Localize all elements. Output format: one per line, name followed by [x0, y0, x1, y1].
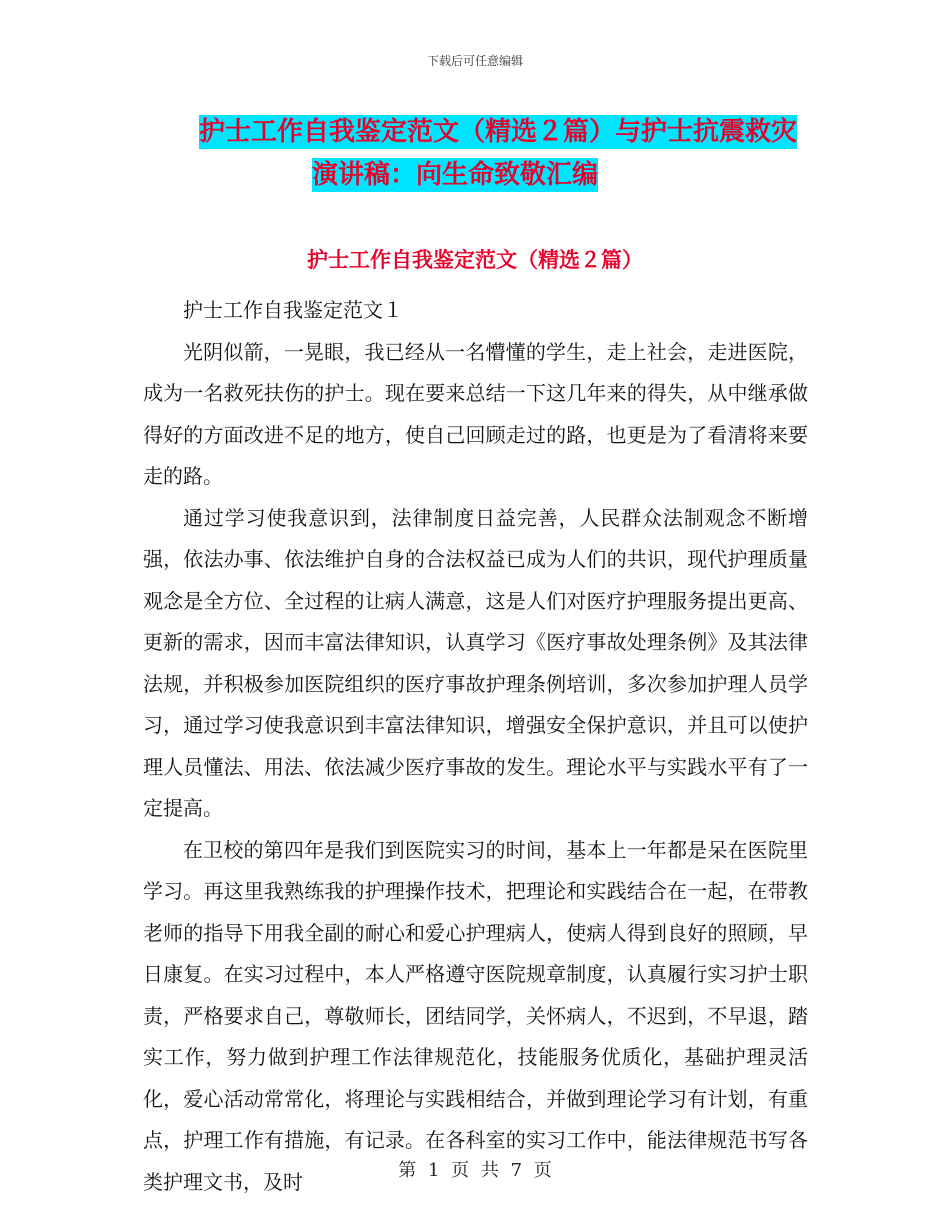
title-highlight-1: 护士工作自我鉴定范文（精选２篇）与护士抗震救灾 — [198, 117, 797, 147]
title-highlight-2: 演讲稿：向生命致敬汇编 — [311, 160, 598, 190]
page-header-note: 下载后可任意编辑 — [426, 54, 523, 68]
article-heading: 护士工作自我鉴定范文１ — [183, 298, 403, 322]
document-body — [143, 290, 808, 1203]
section-title: 护士工作自我鉴定范文（精选２篇） — [307, 248, 643, 272]
paragraph-2: 通过学习使我意识到，法律制度日益完善，人民群众法制观念不断增强，依法办事、依法维护自身的合法权益已成为人们的共识，现代护理质量观念是全方位、全过程的让病人满意，这是人们对医疗护理服务提出更高、更新的需求，因而丰富法律知识，认真学习《医疗事故处理条例》及其法律法规，并积极参加医院组织的医疗事故护理条例培训，多次参加护理人员学习，通过学习使我意识到丰富法律知识，增强安全保护意识，并且可以使护理人员懂法、用法、依法减少医疗事故的发生。理论水平与实践水平有了一定提高。 — [143, 505, 808, 820]
page-number: 第 1 页 共 7 页 — [398, 1160, 552, 1181]
paragraph-3: 在卫校的第四年是我们到医院实习的时间，基本上一年都是呆在医院里学习。再这里我熟练我的护理操作技术，把理论和实践结合在一起，在带教老师的指导下用我全副的耐心和爱心护理病人，使病人得到良好的照顾，早日康复。在实习过程中，本人严格遵守医院规章制度，认真履行实习护士职责，严格要求自己，尊敬师长，团结同学，关怀病人，不迟到，不早退，踏实工作，努力做到护理工作法律规范化，技能服务优质化，基础护理灵活化，爱心活动常常化，将理论与实践相结合，并做到理论学习有计划，有重点，护理工作有措施，有记录。在各科室的实习工作中，能法律规范书写各类护理文书，及时 — [143, 837, 808, 1194]
document-title-line-2 — [0, 155, 950, 195]
paragraph-1: 光阴似箭，一晃眼，我已经从一名懵懂的学生，走上社会，走进医院，成为一名救死扶伤的护士。现在要来总结一下这几年来的得失，从中继承做得好的方面改进不足的地方，使自己回顾走过的路，也更是为了看清将来要走的路。 — [143, 339, 808, 488]
document-title-line-1 — [0, 112, 950, 152]
